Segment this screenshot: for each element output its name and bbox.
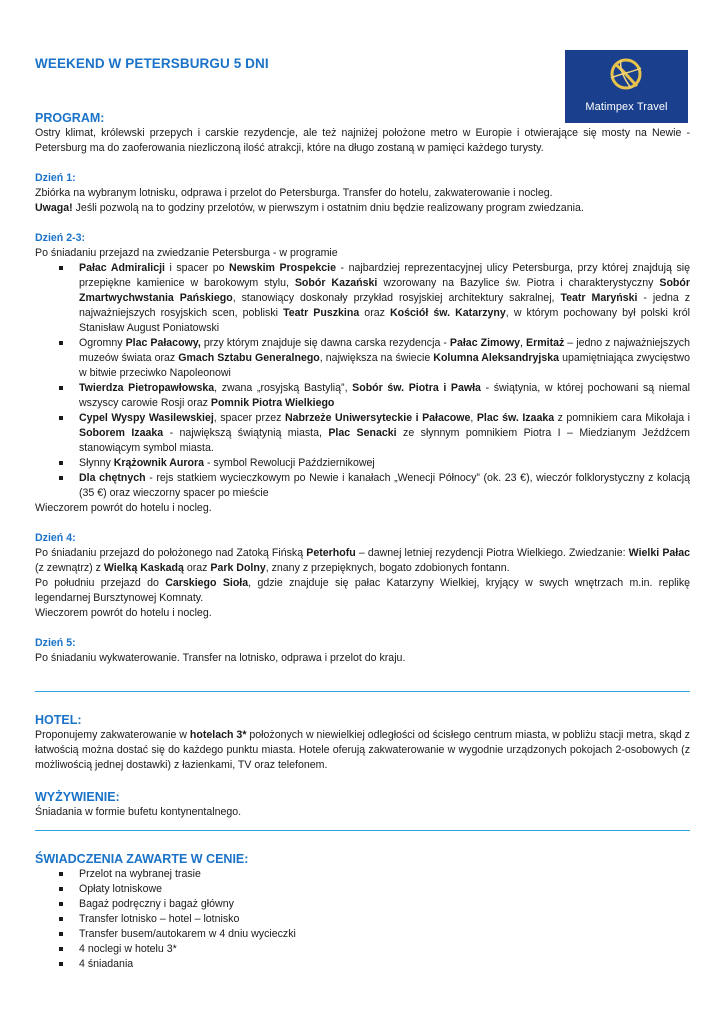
text: , znany z przepięknych, bogato zdobionych fontann. (265, 562, 510, 574)
program-intro: Ostry klimat, królewski przepych i carskie rezydencje, ale też najniżej położone metro w Europie i otwierające się mosty na Newie - Petersburg ma do zaoferowania niezliczoną ilość atrakcji, które na długo zostaną w pamięci każdego turysty. (35, 127, 690, 154)
text: położonych w niewielkiej odległości od ścisłego centrum miasta, w pobliżu stacji metra, skąd z łatwością można dostać się do każdego punktu miasta. Hotele oferują zakwaterowanie w wygodnie urządzonych pokojach 2-osobowych (z możliwością jednej dostawki) z łazienkami, TV oraz telefonem. (35, 729, 690, 771)
bold-text: Newskim Prospekcie (229, 262, 337, 274)
bold-text: Carskiego Sioła (165, 577, 249, 589)
included-heading: ŚWIADCZENIA ZAWARTE W CENIE: (35, 852, 249, 866)
bold-text: Sobór Kazański (294, 277, 378, 289)
day5-text: Po śniadaniu wykwaterowanie. Transfer na lotnisko, odprawa i przelot do kraju. (35, 652, 406, 664)
bold-text: Plac Pałacowy, (125, 337, 201, 349)
bold-text: Pałac Zimowy (449, 337, 521, 349)
text: oraz (359, 307, 391, 319)
bold-text: Kościół św. Katarzyny (390, 307, 506, 319)
day1-heading: Dzień 1: (35, 172, 76, 184)
hotel-heading: HOTEL: (35, 713, 82, 727)
bold-text: Pałac Admiralicji (79, 262, 165, 274)
bold-text: Teatr Puszkina (283, 307, 360, 319)
day4-text-2 (35, 576, 690, 606)
text: , (470, 412, 477, 424)
text: upamiętniająca zwycięstwo w bitwie przeciwko Napoleonowi (79, 352, 690, 379)
text: Ogromny (79, 337, 126, 349)
bold-text: Kolumna Aleksandryjska (433, 352, 560, 364)
bold-text: Cypel Wyspy Wasilewskiej (79, 412, 214, 424)
day1-line2-text: Jeśli pozwolą na to godziny przelotów, w pierwszym i ostatnim dniu będzie realizowany program zwiedzania. (72, 202, 584, 214)
text: , największa na świecie (319, 352, 434, 364)
text: przy którym znajduje się dawna carska rezydencja - (200, 337, 450, 349)
text: i spacer po (164, 262, 230, 274)
day4-text (35, 546, 690, 576)
text: , (520, 337, 527, 349)
bold-text: Nabrzeże Uniwersyteckie i Pałacowe (284, 412, 471, 424)
logo-text: Matimpex Travel (585, 101, 668, 113)
bold-text: Peterhofu (306, 547, 356, 559)
bold-text: Plac św. Izaaka (476, 412, 555, 424)
text: z pomnikiem cara Mikołaja i (554, 412, 690, 424)
text: Po śniadaniu przejazd do położonego nad Zatoką Fińską (35, 547, 307, 559)
bold-text: Dla chętnych (79, 472, 146, 484)
text: - rejs statkiem wycieczkowym po Newie i kanałach „Wenecji Północy” (ok. 23 €), wieczór folklorystyczny z kolacją (35 €) oraz wieczorny spacer po mieście (79, 472, 691, 499)
text: – jedno z najważniejszych muzeów świata oraz (79, 337, 690, 364)
text: , zwana „rosyjską Bastylią”, (214, 382, 353, 394)
day4-outro: Wieczorem powrót do hotelu i nocleg. (35, 607, 212, 619)
day1-warning: Uwaga! (35, 202, 73, 214)
day23-outro: Wieczorem powrót do hotelu i nocleg. (35, 502, 212, 514)
text: - świątynia, w której pochowani są niemal wszyscy carowie Rosji oraz (79, 382, 690, 409)
text: , stanowiący doskonały przykład rosyjskiej architektury sakralnej, (232, 292, 561, 304)
text: Po południu przejazd do (35, 577, 166, 589)
text: - jedna z najważniejszych rosyjskich scen, pobliski (79, 292, 690, 319)
list-item (35, 456, 690, 471)
list-item (35, 411, 690, 456)
text: oraz (183, 562, 211, 574)
day1-line1: Zbiórka na wybranym lotnisku, odprawa i przelot do Petersburga. Transfer do hotelu, zakwaterowanie i nocleg. (35, 187, 553, 199)
list-item: 4 śniadania (35, 957, 690, 972)
text: , spacer przez (213, 412, 285, 424)
page-title: WEEKEND W PETERSBURGU 5 DNI (35, 56, 269, 71)
bold-text: Ermitaż (526, 337, 565, 349)
day23-intro: Po śniadaniu przejazd na zwiedzanie Petersburga - w programie (35, 247, 338, 259)
bold-text: hotelach 3* (189, 729, 247, 741)
list-item: Transfer busem/autokarem w 4 dniu wycieczki (35, 927, 690, 942)
bold-text: Twierdza Pietropawłowska (79, 382, 215, 394)
text: Słynny (79, 457, 114, 469)
included-list (35, 867, 690, 972)
list-item: Transfer lotnisko – hotel – lotnisko (35, 912, 690, 927)
bold-text: Park Dolny (210, 562, 266, 574)
text: wzorowany na Bazylice św. Piotra i charakterystyczny (377, 277, 660, 289)
hotel-text (35, 728, 690, 773)
text: - symbol Rewolucji Październikowej (204, 457, 375, 469)
bold-text: Sobór św. Piotra i Pawła (352, 382, 481, 394)
list-item: 4 noclegi w hotelu 3* (35, 942, 690, 957)
text: - najbardziej reprezentacyjnej ulicy Petersburga, przy której znajdują się przepiękne kamienice w barokowym stylu, (79, 262, 690, 289)
list-item (35, 381, 690, 411)
text: , w którym pochowany był polski król Stanisław August Poniatowski (79, 307, 690, 334)
bold-text: Pomnik Piotra Wielkiego (210, 397, 335, 409)
divider (35, 830, 690, 831)
day23-heading: Dzień 2-3: (35, 232, 86, 244)
food-heading: WYŻYWIENIE: (35, 790, 120, 804)
bold-text: Wielki Pałac (628, 547, 691, 559)
text: ze słynnym pomnikiem Piotra I – Miedzianym Jeźdźcem stanowiącym symbol miasta. (79, 427, 690, 454)
program-heading: PROGRAM: (35, 111, 105, 125)
list-item (35, 336, 690, 381)
day1-line2 (35, 201, 690, 216)
list-item (35, 471, 690, 501)
main-content (35, 110, 690, 972)
text: Proponujemy zakwaterowanie w (35, 729, 190, 741)
bold-text: Sobór Zmartwychwstania Pańskiego (79, 277, 690, 304)
divider (35, 691, 690, 692)
day4-heading: Dzień 4: (35, 532, 76, 544)
bold-text: Soborem Izaaka (79, 427, 164, 439)
bold-text: Krążownik Aurora (113, 457, 205, 469)
text: – dawnej letniej rezydencji Piotra Wielkiego. Zwiedzanie: (355, 547, 629, 559)
list-item (35, 261, 690, 336)
bold-text: Gmach Sztabu Generalnego (178, 352, 320, 364)
list-item: Bagaż podręczny i bagaż główny (35, 897, 690, 912)
bold-text: Wielką Kaskadą (103, 562, 184, 574)
list-item: Przelot na wybranej trasie (35, 867, 690, 882)
text: (z zewnątrz) z (35, 562, 104, 574)
text: - największą świątynią miasta, (163, 427, 329, 439)
text: , gdzie znajduje się pałac Katarzyny Wielkiej, kryjący w swych wnętrzach m.in. replikę legendarnej Bursztynowej Komnaty. (35, 577, 691, 604)
day23-attractions-list (35, 261, 690, 501)
food-text: Śniadania w formie bufetu kontynentalnego. (35, 806, 242, 818)
day5-heading: Dzień 5: (35, 637, 76, 649)
bold-text: Teatr Maryński (560, 292, 638, 304)
bold-text: Plac Senacki (328, 427, 397, 439)
list-item: Opłaty lotniskowe (35, 882, 690, 897)
